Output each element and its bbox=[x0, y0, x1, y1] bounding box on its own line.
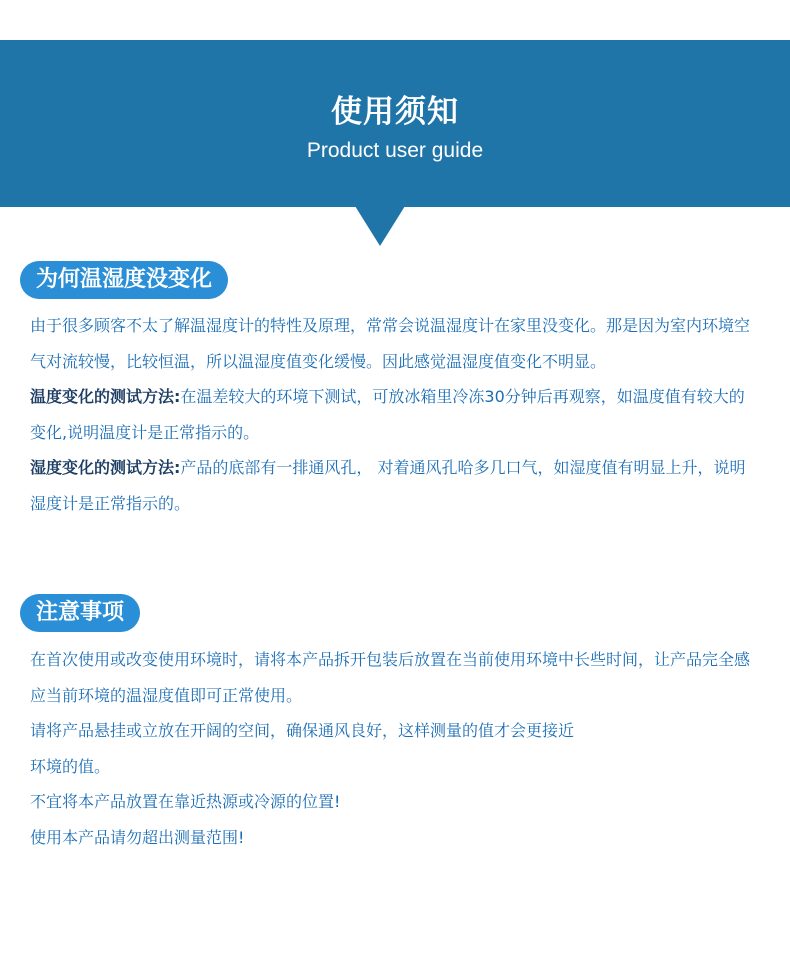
humidity-test-text: 产品的底部有一排通风孔， 对着通风孔哈多几口气，如湿度值有明显上升，说明湿度计是正常指示的。 bbox=[30, 458, 746, 513]
humidity-test-label: 湿度变化的测试方法: bbox=[30, 458, 181, 477]
intro-paragraph: 由于很多顾客不太了解温湿度计的特性及原理，常常会说温湿度计在家里没变化。那是因为室内环境空气对流较慢，比较恒温，所以温湿度值变化缓慢。因此感觉温湿度值变化不明显。 bbox=[30, 316, 751, 371]
page-subtitle: Product user guide bbox=[306, 139, 484, 162]
temperature-test-paragraph bbox=[30, 379, 760, 450]
note-placement-continued: 环境的值。 bbox=[30, 756, 111, 776]
section-heading-precautions: 注意事项 bbox=[20, 594, 140, 632]
temperature-test-label: 温度变化的测试方法: bbox=[30, 387, 181, 406]
temperature-test-text: 在温差较大的环境下测试，可放冰箱里冷冻30分钟后再观察，如温度值有较大的变化,说明温度计是正常指示的。 bbox=[30, 387, 745, 442]
note-measurement-range: 使用本产品请勿超出测量范围! bbox=[30, 827, 245, 847]
note-first-use: 在首次使用或改变使用环境时，请将本产品拆开包装后放置在当前使用环境中长些时间，让产品完全感应当前环境的温湿度值即可正常使用。 bbox=[30, 650, 751, 705]
page-title: 使用须知 bbox=[331, 94, 459, 130]
note-placement: 请将产品悬挂或立放在开阔的空间，确保通风良好，这样测量的值才会更接近 bbox=[30, 721, 575, 740]
section-heading-why-no-change: 为何温湿度没变化 bbox=[20, 261, 228, 299]
humidity-test-paragraph bbox=[30, 450, 760, 521]
section-body-why-no-change bbox=[30, 308, 760, 521]
note-heat-cold-source: 不宜将本产品放置在靠近热源或冷源的位置! bbox=[30, 792, 341, 811]
banner-pointer-arrow bbox=[355, 206, 405, 246]
section-body-precautions bbox=[30, 642, 760, 855]
